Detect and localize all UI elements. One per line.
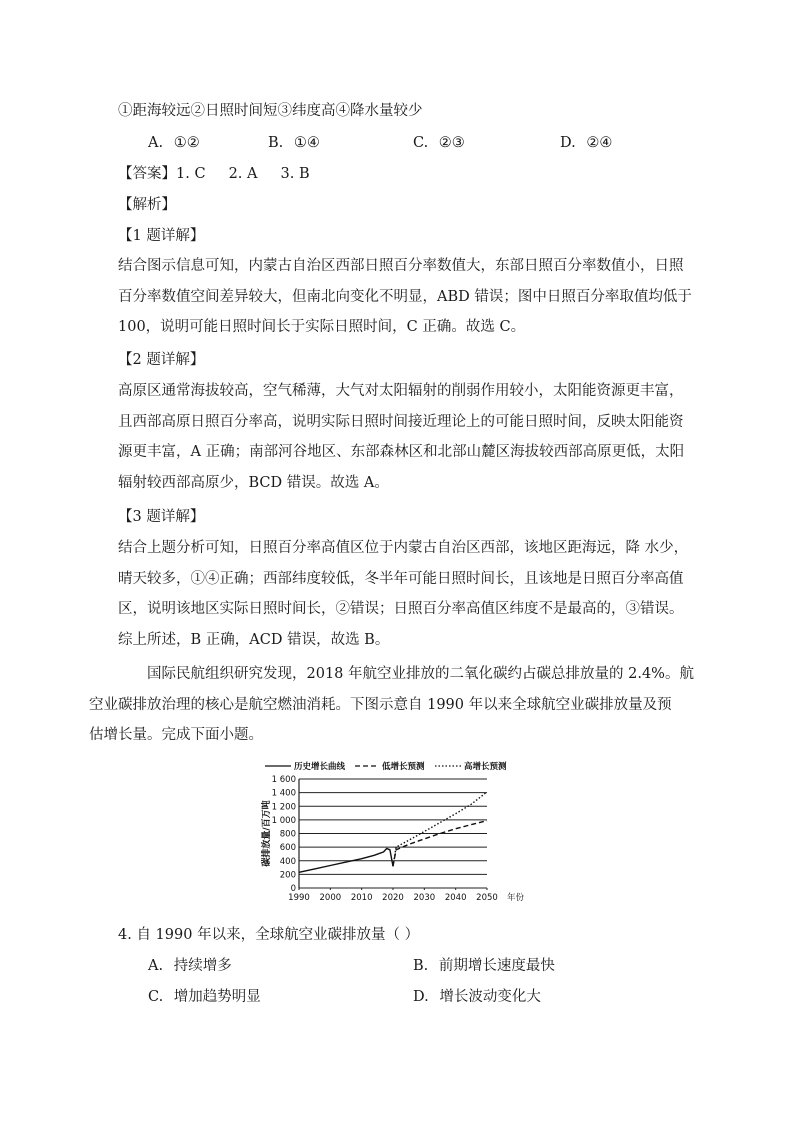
text-line: 结合图示信息可知，内蒙古自治区西部日照百分率数值大，东部日照百分率数值小，日照 — [118, 258, 684, 274]
x-tick-label: 2020 — [382, 893, 404, 903]
option-text: 增加趋势明显 — [173, 989, 261, 1005]
answer-line: 【答案】1. C 2. A 3. B — [118, 166, 310, 182]
y-tick-label: 0 — [290, 884, 296, 894]
q1-heading: 【1 题详解】 — [118, 228, 205, 244]
intro-paragraph — [89, 659, 694, 751]
q4-option-d[interactable] — [413, 987, 541, 1007]
q3-explanation — [118, 533, 689, 655]
q3-option-a[interactable] — [148, 133, 200, 153]
y-tick-label: 600 — [279, 843, 296, 854]
option-letter: D. — [413, 989, 429, 1005]
option-letter: A. — [148, 135, 164, 151]
y-tick-label: 800 — [279, 829, 296, 840]
text-line: 源更丰富，A 正确；南部河谷地区、东部森林区和北部山麓区海拔较西部高原更低，太阳 — [118, 444, 685, 461]
text-line: 国际民航组织研究发现，2018 年航空业排放的二氧化碳约占碳总排放量的 2.4%。航 — [147, 666, 694, 682]
q4-stem: 4. 自 1990 年以来，全球航空业碳排放量（ ） — [118, 927, 420, 943]
x-axis-label: 年份 — [507, 893, 525, 903]
x-tick-label: 2000 — [319, 893, 342, 903]
legend-label: 低增长预测 — [382, 762, 425, 772]
option-letter: D. — [560, 135, 576, 151]
x-tick-label: 2040 — [444, 893, 467, 903]
y-tick-label: 1 000 — [271, 815, 296, 826]
option-letter: C. — [413, 135, 429, 151]
q4-option-b[interactable] — [413, 956, 555, 976]
text-line: 100，说明可能日照时间长于实际日照时间，C 正确。故选 C。 — [118, 319, 526, 336]
text-line: 且西部高原日照百分率高，说明实际日照时间接近理论上的可能日照时间，反映太阳能资 — [118, 413, 684, 430]
text-line: 辐射较西部高原少，BCD 错误。故选 A。 — [118, 474, 389, 491]
text-line: 晴天较多，①④正确；西部纬度较低，冬半年可能日照时间长，且该地是日照百分率高值 — [118, 570, 684, 587]
q2-explanation — [118, 376, 685, 498]
option-text: ①② — [173, 135, 200, 151]
option-letter: C. — [148, 989, 164, 1005]
q2-heading: 【2 题详解】 — [118, 352, 205, 368]
option-text: ②③ — [438, 135, 465, 151]
option-letter: B. — [268, 135, 284, 151]
analysis-heading: 【解析】 — [118, 197, 176, 213]
q4-option-a[interactable] — [148, 956, 232, 976]
series-line-3 — [393, 792, 487, 866]
text-line: 结合上题分析可知，日照百分率高值区位于内蒙古自治区西部，该地区距海远，降 水少， — [118, 540, 689, 556]
legend-label: 高增长预测 — [464, 762, 507, 772]
option-text: 增长波动变化大 — [439, 989, 541, 1005]
x-tick-label: 1990 — [288, 893, 310, 903]
q3-option-d[interactable] — [560, 133, 612, 153]
option-text: 持续增多 — [173, 958, 232, 974]
q3-stem-line: ①距海较远②日照时间短③纬度高④降水量较少 — [118, 103, 423, 119]
option-text: ②④ — [586, 135, 613, 151]
q3-heading: 【3 题详解】 — [118, 509, 205, 525]
y-tick-label: 1 400 — [271, 788, 296, 799]
x-tick-label: 2010 — [350, 893, 373, 903]
x-tick-label: 2050 — [476, 893, 498, 903]
y-tick-label: 200 — [279, 870, 296, 881]
x-tick-label: 2030 — [413, 893, 436, 903]
q3-option-b[interactable] — [268, 133, 320, 153]
text-line: 区，说明该地区实际日照时间长，②错误；日照百分率高值区纬度不是最高的，③错误。 — [118, 601, 684, 618]
text-line: 高原区通常海拔较高，空气稀薄，大气对太阳辐射的削弱作用较小，太阳能资源更丰富， — [118, 383, 684, 399]
option-text: 前期增长速度最快 — [438, 958, 555, 974]
q3-option-c[interactable] — [413, 133, 465, 153]
text-line: 百分率数值空间差异较大，但南北向变化不明显，ABD 错误；图中日照百分率取值均低于 — [118, 288, 692, 305]
emissions-line-chart — [255, 757, 530, 907]
option-letter: B. — [413, 958, 429, 974]
y-tick-label: 400 — [279, 856, 296, 867]
y-tick-label: 1 600 — [271, 775, 296, 785]
text-line: 空业碳排放治理的核心是航空燃油消耗。下图示意自 1990 年以来全球航空业碳排放量及预 — [89, 696, 672, 713]
text-line: 综上所述，B 正确，ACD 错误，故选 B。 — [118, 631, 390, 648]
y-axis-label: 碳排放量/百万吨 — [262, 800, 272, 867]
q4-option-c[interactable] — [148, 987, 261, 1007]
option-text: ①④ — [293, 135, 320, 151]
series-line-2 — [393, 821, 487, 867]
y-tick-label: 1 200 — [271, 802, 296, 813]
option-letter: A. — [148, 958, 164, 974]
legend-label: 历史增长曲线 — [294, 762, 346, 772]
q1-explanation — [118, 251, 692, 343]
text-line: 估增长量。完成下面小题。 — [89, 727, 263, 744]
